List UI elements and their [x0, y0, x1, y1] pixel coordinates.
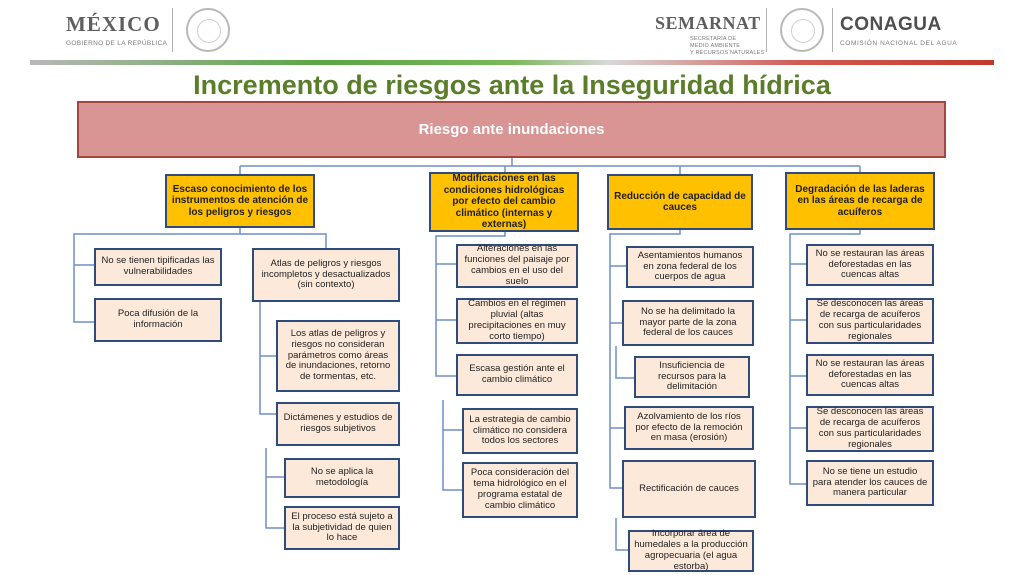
leaf-node: Poca difusión de la información — [94, 298, 222, 342]
category-node-1: Escaso conocimiento de los instrumentos de atención de los peligros y riesgos — [165, 174, 315, 228]
semarnat-subtext-2: MEDIO AMBIENTE — [690, 43, 741, 49]
leaf-node: No se restauran las áreas deforestadas en las cuencas altas — [806, 244, 934, 286]
leaf-node: Rectificación de cauces — [622, 460, 756, 518]
leaf-node: Los atlas de peligros y riesgos no consideran parámetros como áreas de inundaciones, retorno de tormentas, etc. — [276, 320, 400, 392]
semarnat-logo-text: SEMARNAT — [655, 13, 761, 33]
leaf-node: La estrategia de cambio climático no considera todos los sectores — [462, 408, 578, 454]
leaf-node: Escasa gestión ante el cambio climático — [456, 354, 578, 396]
category-node-2: Modificaciones en las condiciones hidrológicas por efecto del cambio climático (internas y externas) — [429, 172, 579, 232]
leaf-node: Incorporar área de humedales a la producción agropecuaria (el agua estorba) — [628, 530, 754, 572]
mexico-logo-subtext: GOBIERNO DE LA REPÚBLICA — [66, 40, 168, 47]
category-node-4: Degradación de las laderas en las áreas de recarga de acuíferos — [785, 172, 935, 230]
leaf-node: No se tienen tipificadas las vulnerabilidades — [94, 248, 222, 286]
semarnat-subtext-3: Y RECURSOS NATURALES — [690, 50, 765, 56]
leaf-node: No se tiene un estudio para atender los cauces de manera particular — [806, 460, 934, 506]
leaf-node: Dictámenes y estudios de riesgos subjetivos — [276, 402, 400, 446]
mexico-logo-text: MÉXICO — [66, 12, 161, 36]
leaf-node: El proceso está sujeto a la subjetividad de quien lo hace — [284, 506, 400, 550]
leaf-node: Azolvamiento de los ríos por efecto de la remoción en masa (erosión) — [624, 406, 754, 450]
root-node: Riesgo ante inundaciones — [77, 101, 946, 158]
leaf-node: Se desconocen las áreas de recarga de acuíferos con sus particularidades regionales — [806, 298, 934, 344]
leaf-node: No se restauran las áreas deforestadas en las cuencas altas — [806, 354, 934, 396]
conagua-logo-text: CONAGUA — [840, 14, 942, 35]
leaf-node: Asentamientos humanos en zona federal de los cuerpos de agua — [626, 246, 754, 288]
leaf-node: Poca consideración del tema hidrológico en el programa estatal de cambio climático — [462, 462, 578, 518]
leaf-node: Atlas de peligros y riesgos incompletos y desactualizados (sin contexto) — [252, 248, 400, 302]
leaf-node: Alteraciones en las funciones del paisaje por cambios en el uso del suelo — [456, 244, 578, 288]
page-title: Incremento de riesgos ante la Inseguridad hídrica — [193, 70, 831, 100]
leaf-node: Insuficiencia de recursos para la delimitación — [634, 356, 750, 398]
leaf-node: Cambios en el régimen pluvial (altas precipitaciones en muy corto tiempo) — [456, 298, 578, 344]
semarnat-subtext-1: SECRETARÍA DE — [690, 36, 737, 42]
conagua-logo-subtext: COMISIÓN NACIONAL DEL AGUA — [840, 40, 958, 47]
leaf-node: Se desconocen las áreas de recarga de acuíferos con sus particularidades regionales — [806, 406, 934, 452]
leaf-node: No se ha delimitado la mayor parte de la zona federal de los cauces — [622, 300, 754, 346]
leaf-node: No se aplica la metodología — [284, 458, 400, 498]
category-node-3: Reducción de capacidad de cauces — [607, 174, 753, 230]
